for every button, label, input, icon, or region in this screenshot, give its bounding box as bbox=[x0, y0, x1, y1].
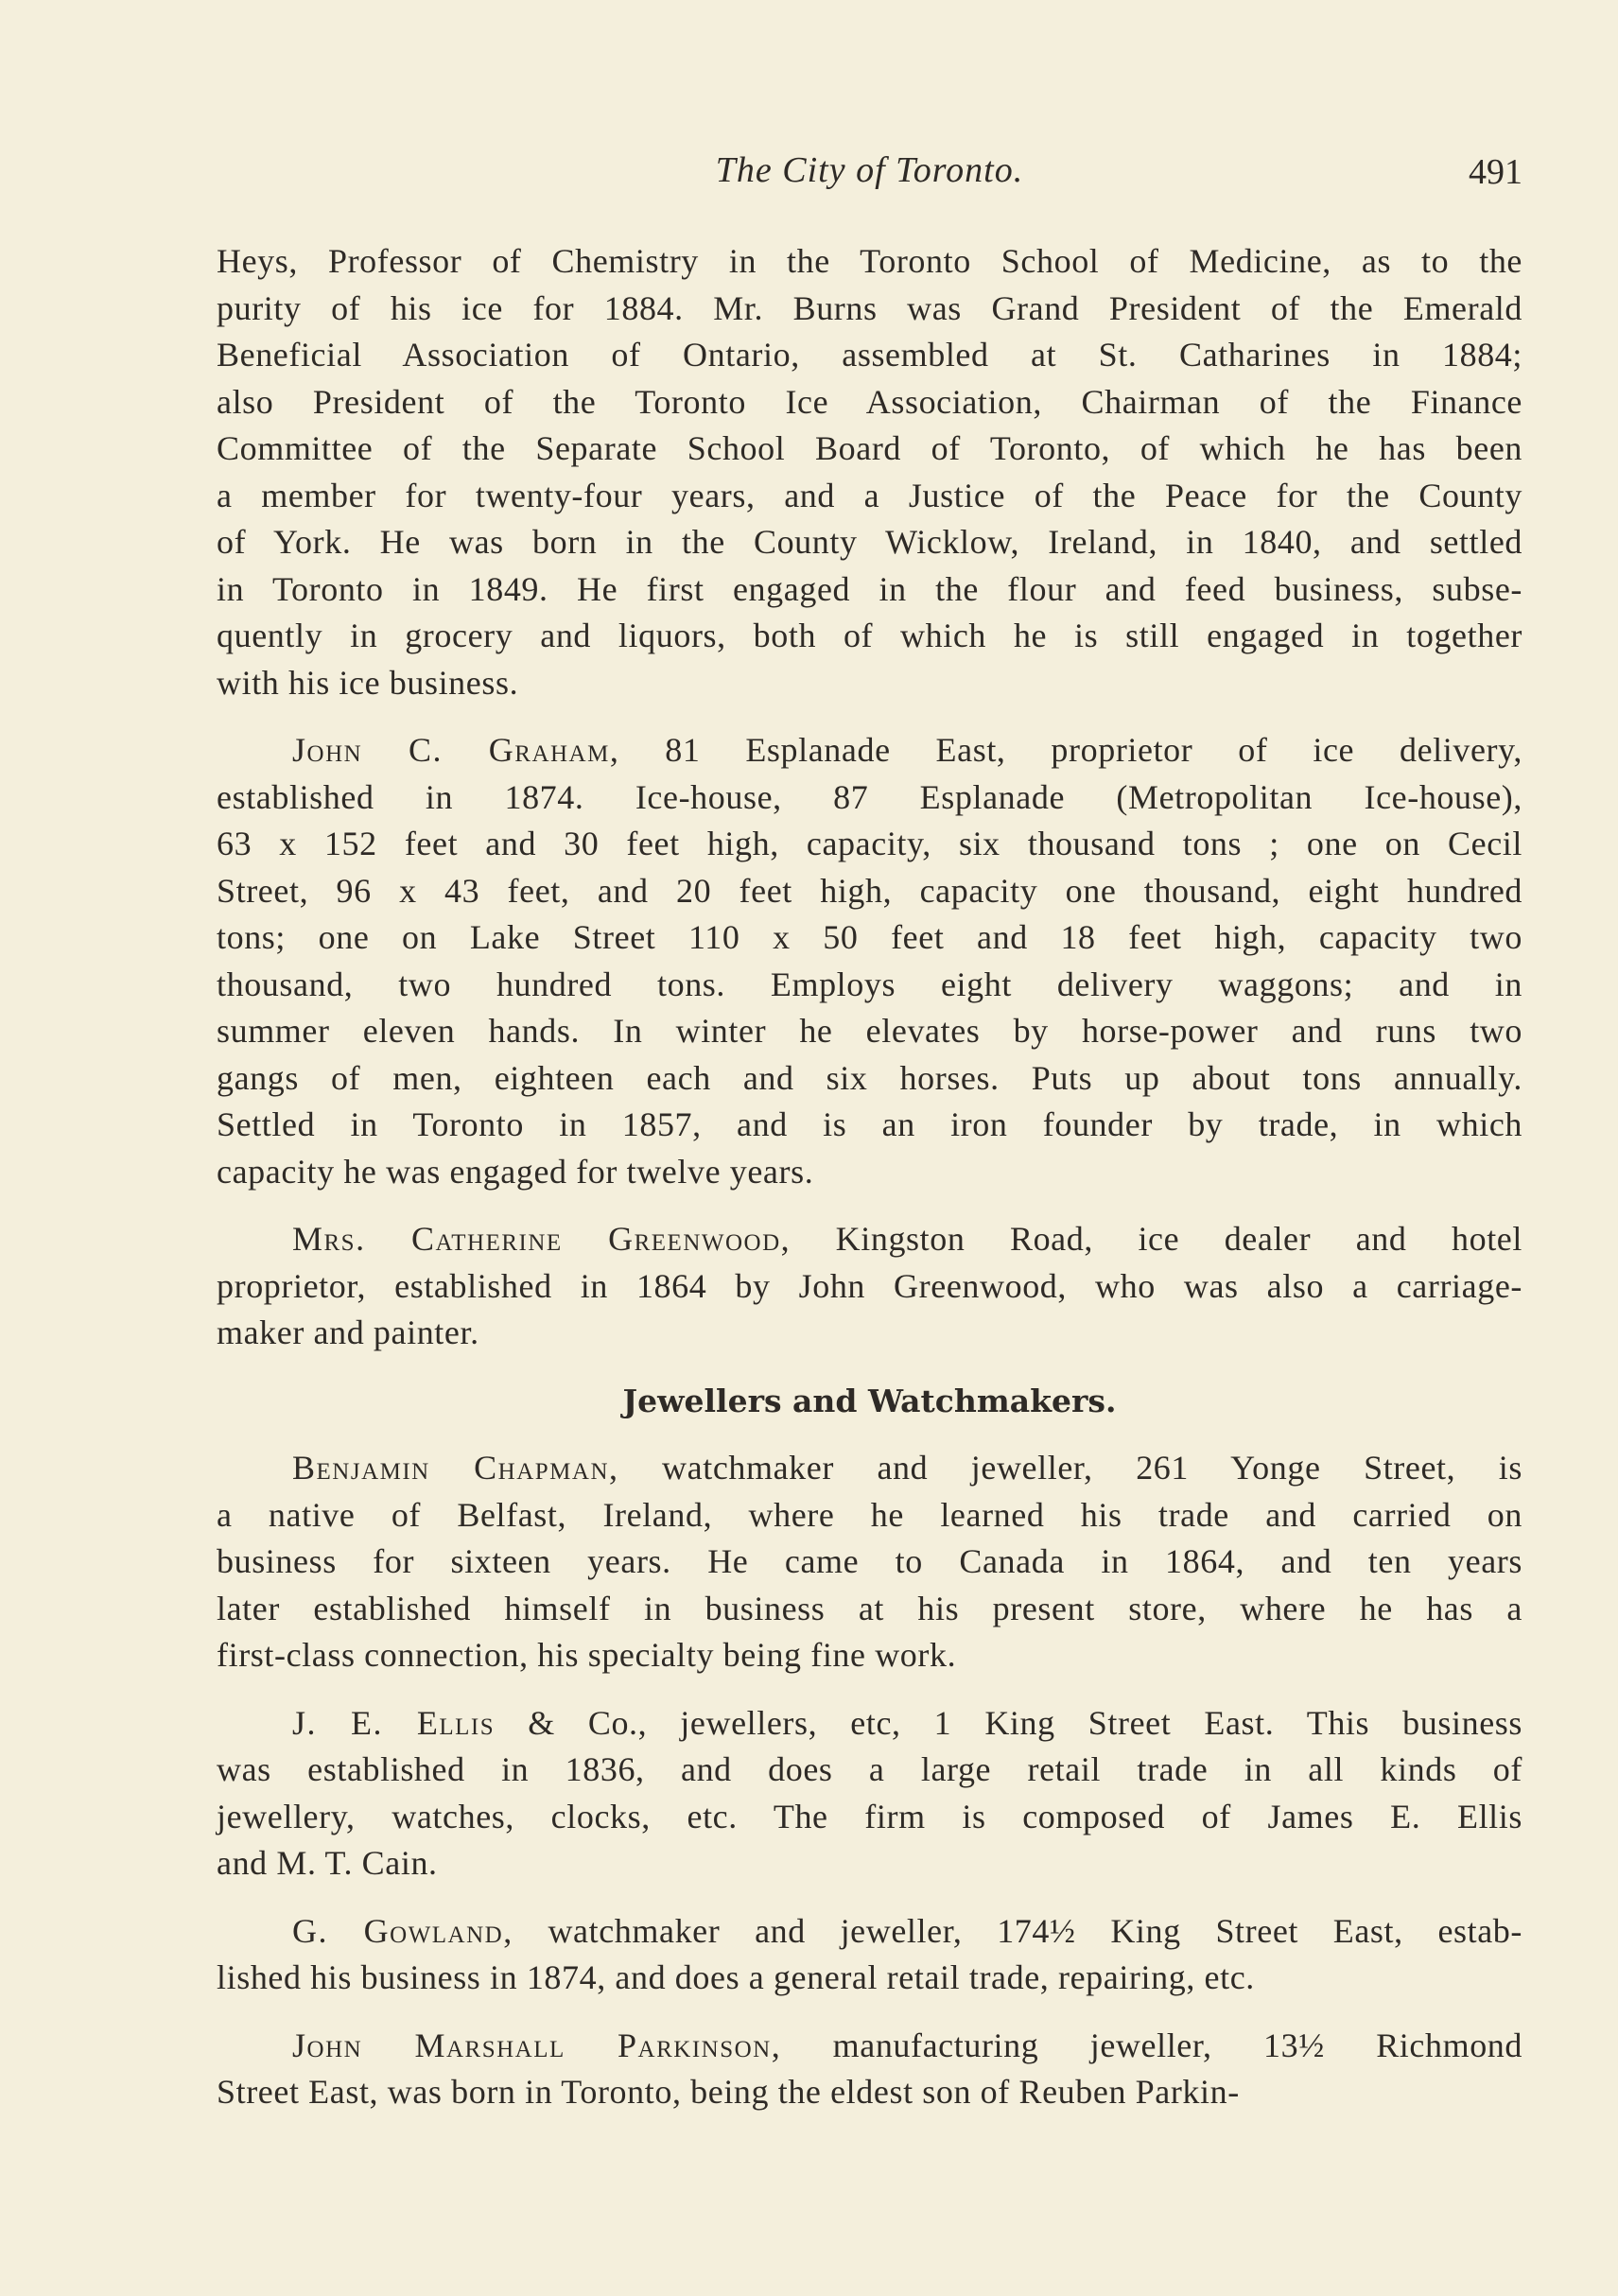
text-line bbox=[217, 1445, 1522, 1492]
line-text: later established himself in business at his present store, where he has a bbox=[217, 1589, 1522, 1627]
line-text: watchmaker and jeweller, 261 Yonge Street, is bbox=[618, 1449, 1522, 1487]
line-text: Street East, was born in Toronto, being the eldest son of Reuben Parkin- bbox=[217, 2073, 1240, 2111]
line-text: maker and painter. bbox=[217, 1313, 479, 1351]
line-text: also President of the Toronto Ice Association, Chairman of the Finance bbox=[217, 382, 1522, 421]
entry-name: John Marshall Parkinson, bbox=[292, 2026, 782, 2064]
line-text: Beneficial Association of Ontario, assembled at St. Catharines in 1884; bbox=[217, 336, 1522, 374]
paragraph bbox=[217, 1216, 1522, 1357]
text-line bbox=[217, 868, 1522, 915]
line-text: proprietor, established in 1864 by John Greenwood, who was also a carriage- bbox=[217, 1266, 1522, 1305]
line-text: gangs of men, eighteen each and six horses. Puts up about tons annually. bbox=[217, 1058, 1522, 1097]
line-text: of York. He was born in the County Wicklow, Ireland, in 1840, and settled bbox=[217, 523, 1522, 561]
text-line bbox=[217, 238, 1522, 286]
text-line bbox=[217, 727, 1522, 774]
line-text: business for sixteen years. He came to Canada in 1864, and ten years bbox=[217, 1542, 1522, 1580]
text-line bbox=[217, 566, 1522, 614]
entry-name: Benjamin Chapman, bbox=[292, 1449, 619, 1487]
text-line bbox=[217, 2023, 1522, 2070]
line-text: capacity he was engaged for twelve years. bbox=[217, 1152, 814, 1191]
text-line bbox=[217, 914, 1522, 962]
text-line bbox=[217, 1149, 1522, 1196]
line-text: lished his business in 1874, and does a general retail trade, repairing, etc. bbox=[217, 1958, 1255, 1996]
text-line bbox=[217, 473, 1522, 520]
line-text: a native of Belfast, Ireland, where he learned his trade and carried on bbox=[217, 1495, 1522, 1534]
text-line bbox=[217, 332, 1522, 379]
text-line bbox=[217, 1539, 1522, 1586]
line-text: Settled in Toronto in 1857, and is an iron founder by trade, in which bbox=[217, 1105, 1522, 1143]
text-line bbox=[217, 426, 1522, 473]
paragraph bbox=[217, 1908, 1522, 2002]
paragraph bbox=[217, 2023, 1522, 2116]
text-line bbox=[217, 1908, 1522, 1956]
text-line bbox=[217, 1055, 1522, 1103]
entry-name: J. E. Ellis bbox=[292, 1703, 496, 1742]
entry-name: G. Gowland, bbox=[292, 1911, 513, 1950]
text-line bbox=[217, 286, 1522, 333]
paragraph bbox=[217, 1700, 1522, 1887]
text-line bbox=[217, 1008, 1522, 1055]
text-line bbox=[217, 1492, 1522, 1539]
text-line bbox=[217, 613, 1522, 660]
line-text: watchmaker and jeweller, 174½ King Street East, estab- bbox=[513, 1911, 1522, 1950]
line-text: and M. T. Cain. bbox=[217, 1844, 438, 1882]
entry-name: Mrs. Catherine Greenwood, bbox=[292, 1220, 792, 1258]
line-text: tons; one on Lake Street 110 x 50 feet and 18 feet high, capacity two bbox=[217, 918, 1522, 956]
text-line bbox=[217, 821, 1522, 868]
text-line bbox=[217, 1955, 1522, 2002]
line-text: manufacturing jeweller, 13½ Richmond bbox=[781, 2026, 1522, 2064]
line-text: first-class connection, his specialty being fine work. bbox=[217, 1636, 957, 1674]
entry-name: John C. Graham, bbox=[292, 731, 620, 769]
text-line bbox=[217, 2069, 1522, 2116]
line-text: Committee of the Separate School Board of Toronto, of which he has been bbox=[217, 429, 1522, 467]
text-line bbox=[217, 774, 1522, 822]
text-line bbox=[217, 1747, 1522, 1794]
line-text: summer eleven hands. In winter he elevates by horse-power and runs two bbox=[217, 1012, 1522, 1050]
line-text: Street, 96 x 43 feet, and 20 feet high, capacity one thousand, eight hundred bbox=[217, 871, 1522, 910]
paragraph bbox=[217, 727, 1522, 1195]
line-text: a member for twenty-four years, and a Justice of the Peace for the County bbox=[217, 476, 1522, 514]
line-text: purity of his ice for 1884. Mr. Burns was Grand President of the Emerald bbox=[217, 288, 1522, 327]
text-line bbox=[217, 1700, 1522, 1748]
line-text: with his ice business. bbox=[217, 663, 519, 702]
text-line bbox=[217, 379, 1522, 426]
line-text: 63 x 152 feet and 30 feet high, capacity, six thousand tons ; one on Cecil bbox=[217, 825, 1522, 862]
paragraph bbox=[217, 1445, 1522, 1679]
text-line bbox=[217, 1310, 1522, 1357]
line-text: in Toronto in 1849. He first engaged in the flour and feed business, subse- bbox=[217, 569, 1522, 608]
section-heading: Jewellers and Watchmakers. bbox=[622, 1382, 1117, 1419]
text-line bbox=[217, 1586, 1522, 1633]
text-line bbox=[217, 1632, 1522, 1679]
line-text: established in 1874. Ice-house, 87 Esplanade (Metropolitan Ice-house), bbox=[217, 777, 1522, 816]
text-line bbox=[217, 1794, 1522, 1841]
line-text: Heys, Professor of Chemistry in the Toronto School of Medicine, as to the bbox=[217, 242, 1522, 280]
text-line bbox=[217, 519, 1522, 566]
line-text: 81 Esplanade East, proprietor of ice delivery, bbox=[619, 731, 1523, 769]
line-text: quently in grocery and liquors, both of which he is still engaged in together bbox=[217, 617, 1522, 654]
running-title: The City of Toronto. bbox=[715, 150, 1024, 190]
page-body bbox=[217, 238, 1522, 2137]
line-text: & Co., jewellers, etc, 1 King Street East. This business bbox=[495, 1703, 1522, 1742]
text-line bbox=[217, 660, 1522, 707]
line-text: thousand, two hundred tons. Employs eight delivery waggons; and in bbox=[217, 965, 1522, 1003]
text-line bbox=[217, 1102, 1522, 1149]
running-header bbox=[217, 149, 1522, 197]
text-line bbox=[217, 1840, 1522, 1887]
line-text: Kingston Road, ice dealer and hotel bbox=[791, 1220, 1522, 1258]
paragraph bbox=[217, 238, 1522, 706]
line-text: jewellery, watches, clocks, etc. The firm is composed of James E. Ellis bbox=[217, 1797, 1522, 1835]
line-text: was established in 1836, and does a large retail trade in all kinds of bbox=[217, 1750, 1522, 1788]
text-line bbox=[217, 1263, 1522, 1311]
text-line bbox=[217, 962, 1522, 1009]
text-line bbox=[217, 1216, 1522, 1263]
page-number: 491 bbox=[1469, 152, 1522, 192]
